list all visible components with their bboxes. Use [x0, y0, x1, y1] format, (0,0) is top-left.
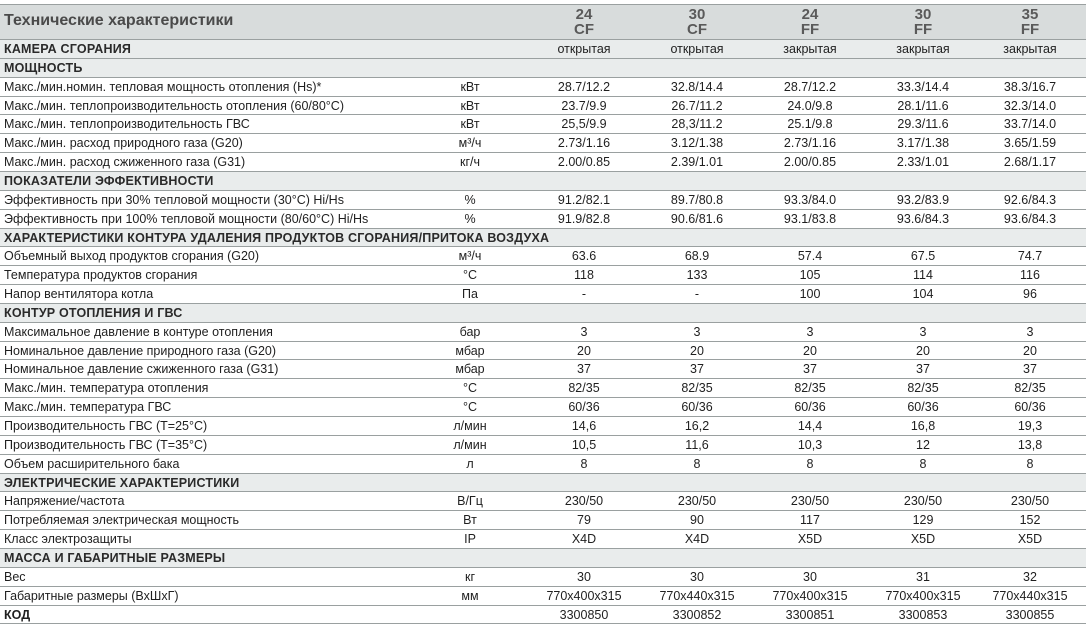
value-cell: 57.4: [797, 249, 823, 264]
row-label: Объем расширительного бака: [4, 456, 180, 471]
value-cell: 10,5: [571, 437, 597, 452]
value-cell: X4D: [684, 532, 710, 547]
row-label: Производительность ГВС (T=25°C): [4, 419, 208, 433]
value-cell: 230/50: [790, 494, 830, 509]
value-cell: 96: [1023, 287, 1037, 302]
value-cell: 14,4: [797, 419, 823, 433]
value-cell: открытая: [557, 42, 611, 56]
table-row: [0, 398, 1086, 417]
value-cell: 2.73/1.16: [557, 136, 611, 151]
value-cell: 82/35: [907, 381, 939, 396]
table-row: [0, 436, 1086, 455]
model-number: 24: [575, 6, 593, 23]
table-row: [0, 153, 1086, 172]
value-cell: 2.39/1.01: [670, 155, 724, 170]
table-row: [0, 568, 1086, 587]
value-cell: 38.3/16.7: [1003, 79, 1057, 94]
row-label: Номинальное давление сжиженного газа (G31): [4, 362, 279, 377]
row-label: Объемный выход продуктов сгорания (G20): [4, 249, 260, 264]
row-label: КОД: [4, 607, 31, 622]
row-label: Производительность ГВС (T=35°C): [4, 437, 208, 452]
value-cell: 92.6/84.3: [1003, 192, 1057, 207]
value-cell: 20: [690, 343, 704, 358]
section-title: КОНТУР ОТОПЛЕНИЯ И ГВС: [4, 305, 183, 320]
value-cell: 117: [800, 513, 820, 528]
table-row: [0, 511, 1086, 530]
table-row: [0, 606, 1086, 625]
table-row: [0, 323, 1086, 342]
row-unit: Вт: [463, 513, 477, 528]
value-cell: 118: [574, 268, 594, 283]
value-cell: 16,8: [910, 419, 936, 433]
section-title: КАМЕРА СГОРАНИЯ: [4, 42, 132, 56]
value-cell: 230/50: [903, 494, 943, 509]
value-cell: -: [581, 287, 587, 302]
value-cell: X5D: [1017, 532, 1043, 547]
value-cell: 100: [799, 287, 821, 302]
value-cell: 30: [690, 569, 704, 584]
value-cell: X5D: [910, 532, 936, 547]
row-label: Макс./мин.номин. тепловая мощность отопления (Hs)*: [4, 79, 322, 94]
value-cell: 37: [690, 362, 704, 377]
table-title: Технические характеристики: [4, 12, 234, 29]
row-unit: кг: [464, 569, 476, 584]
value-cell: 25,5/9.9: [561, 117, 607, 132]
table-row: [0, 587, 1086, 606]
value-cell: 2.73/1.16: [783, 136, 837, 151]
value-cell: 20: [1023, 343, 1037, 358]
section-row: [0, 40, 1086, 59]
row-label: Макс./мин. температура ГВС: [4, 400, 172, 415]
table-row: [0, 360, 1086, 379]
row-unit: мбар: [455, 362, 485, 377]
row-unit: °C: [462, 268, 478, 283]
model-header: [642, 5, 752, 37]
value-cell: 8: [580, 456, 588, 471]
value-cell: X5D: [797, 532, 823, 547]
row-unit: %: [464, 211, 476, 226]
value-cell: 770x440x315: [659, 588, 735, 603]
value-cell: 23.7/9.9: [561, 98, 607, 113]
value-cell: 14,6: [571, 419, 597, 433]
model-type: CF: [687, 21, 707, 38]
value-cell: 770x400x315: [546, 588, 622, 603]
row-unit: л/мин: [453, 419, 487, 433]
row-unit: кВт: [460, 79, 480, 94]
row-unit: В/Гц: [457, 494, 483, 509]
model-header: [975, 5, 1085, 37]
value-cell: 2.33/1.01: [896, 155, 950, 170]
row-unit: %: [464, 192, 476, 207]
model-header: [529, 5, 639, 37]
value-cell: 10,3: [797, 437, 823, 452]
value-cell: 90.6/81.6: [670, 211, 724, 226]
value-cell: 37: [916, 362, 930, 377]
value-cell: 82/35: [568, 381, 600, 396]
model-number: 30: [914, 6, 932, 23]
value-cell: 24.0/9.8: [787, 98, 833, 113]
section-row: [0, 229, 1086, 248]
value-cell: 8: [806, 456, 814, 471]
model-type: FF: [913, 21, 933, 38]
row-label: Эффективность при 30% тепловой мощности (30°C) Hi/Hs: [4, 192, 344, 207]
value-cell: 20: [803, 343, 817, 358]
model-number: 24: [801, 6, 819, 23]
value-cell: 770x400x315: [885, 588, 961, 603]
value-cell: 26.7/11.2: [671, 98, 723, 113]
value-cell: 3: [806, 324, 814, 339]
value-cell: закрытая: [783, 42, 837, 56]
value-cell: 60/36: [568, 400, 600, 415]
value-cell: 8: [919, 456, 927, 471]
section-title: МАССА И ГАБАРИТНЫЕ РАЗМЕРЫ: [4, 550, 226, 565]
row-unit: м³/ч: [458, 136, 482, 151]
value-cell: 93.2/83.9: [896, 192, 950, 207]
value-cell: закрытая: [896, 42, 950, 56]
value-cell: 8: [1026, 456, 1034, 471]
section-row: [0, 474, 1086, 493]
model-header: [868, 5, 978, 37]
value-cell: 25.1/9.8: [787, 117, 833, 132]
value-cell: 37: [1023, 362, 1037, 377]
model-header: [755, 5, 865, 37]
value-cell: 3300850: [559, 607, 609, 622]
value-cell: 105: [799, 268, 821, 283]
model-type: CF: [574, 21, 594, 38]
value-cell: 20: [916, 343, 930, 358]
value-cell: 12: [916, 437, 930, 452]
value-cell: 114: [913, 268, 933, 283]
value-cell: 93.3/84.0: [783, 192, 837, 207]
section-row: [0, 304, 1086, 323]
value-cell: 8: [693, 456, 701, 471]
value-cell: 30: [577, 569, 591, 584]
value-cell: 82/35: [681, 381, 713, 396]
value-cell: 90: [690, 513, 704, 528]
row-unit: мм: [461, 588, 479, 603]
row-unit: бар: [459, 324, 481, 339]
value-cell: 31: [916, 569, 930, 584]
row-unit: Па: [462, 287, 478, 302]
section-title: ПОКАЗАТЕЛИ ЭФФЕКТИВНОСТИ: [4, 173, 214, 188]
table-row: [0, 191, 1086, 210]
section-row: [0, 172, 1086, 191]
row-unit: кВт: [460, 98, 480, 113]
row-unit: л: [466, 456, 474, 471]
value-cell: 20: [577, 343, 591, 358]
table-row: [0, 492, 1086, 511]
table-row: [0, 210, 1086, 229]
model-number: 35: [1021, 6, 1039, 23]
value-cell: 3.12/1.38: [670, 136, 724, 151]
value-cell: 32.3/14.0: [1003, 98, 1057, 113]
table-row: [0, 285, 1086, 304]
value-cell: 129: [912, 513, 934, 528]
section-row: [0, 549, 1086, 568]
row-unit: °C: [462, 400, 478, 415]
value-cell: 770x400x315: [772, 588, 848, 603]
value-cell: 3: [1026, 324, 1034, 339]
value-cell: X4D: [571, 532, 597, 547]
row-label: Вес: [4, 569, 26, 584]
value-cell: 230/50: [1010, 494, 1050, 509]
value-cell: 2.68/1.17: [1003, 155, 1057, 170]
row-label: Напор вентилятора котла: [4, 287, 154, 302]
value-cell: 33.3/14.4: [896, 79, 950, 94]
value-cell: 28.1/11.6: [897, 98, 949, 113]
value-cell: 3.17/1.38: [896, 136, 950, 151]
value-cell: 93.6/84.3: [1003, 211, 1057, 226]
value-cell: 11,6: [685, 437, 709, 452]
table-row: [0, 379, 1086, 398]
value-cell: 30: [803, 569, 817, 584]
value-cell: 16,2: [684, 419, 710, 433]
value-cell: закрытая: [1003, 42, 1057, 56]
row-unit: л/мин: [453, 437, 487, 452]
value-cell: 3300852: [672, 607, 722, 622]
value-cell: 60/36: [794, 400, 826, 415]
row-unit: кВт: [460, 117, 480, 132]
row-label: Максимальное давление в контуре отопления: [4, 324, 273, 339]
section-row: [0, 59, 1086, 78]
value-cell: 79: [577, 513, 591, 528]
value-cell: 67.5: [910, 249, 936, 264]
value-cell: 60/36: [1014, 400, 1046, 415]
value-cell: 3300851: [785, 607, 835, 622]
value-cell: 93.6/84.3: [896, 211, 950, 226]
value-cell: 89.7/80.8: [670, 192, 724, 207]
value-cell: 3: [580, 324, 588, 339]
row-label: Эффективность при 100% тепловой мощности (80/60°C) Hi/Hs: [4, 211, 369, 226]
table-row: [0, 78, 1086, 97]
table-header: [0, 4, 1086, 40]
value-cell: -: [694, 287, 700, 302]
value-cell: 37: [577, 362, 591, 377]
row-unit: м³/ч: [458, 249, 482, 264]
table-row: [0, 417, 1086, 436]
value-cell: открытая: [670, 42, 724, 56]
value-cell: 91.2/82.1: [557, 192, 611, 207]
row-label: Макс./мин. температура отопления: [4, 381, 209, 396]
row-unit: мбар: [455, 343, 485, 358]
value-cell: 3: [693, 324, 701, 339]
value-cell: 152: [1019, 513, 1041, 528]
row-label: Температура продуктов сгорания: [4, 268, 198, 283]
model-type: FF: [800, 21, 820, 38]
value-cell: 19,3: [1017, 419, 1043, 433]
value-cell: 33.7/14.0: [1003, 117, 1057, 132]
section-title: ХАРАКТЕРИСТИКИ КОНТУРА УДАЛЕНИЯ ПРОДУКТОВ СГОРАНИЯ/ПРИТОКА ВОЗДУХА: [4, 230, 550, 245]
row-label: Макс./мин. теплопроизводительность отопления (60/80°C): [4, 98, 344, 113]
table-row: [0, 342, 1086, 361]
row-label: Макс./мин. теплопроизводительность ГВС: [4, 117, 250, 132]
table-row: [0, 266, 1086, 285]
value-cell: 13,8: [1017, 437, 1043, 452]
value-cell: 3300855: [1005, 607, 1055, 622]
model-number: 30: [688, 6, 706, 23]
row-label: Напряжение/частота: [4, 494, 125, 509]
table-row: [0, 115, 1086, 134]
row-unit: IP: [464, 532, 476, 547]
value-cell: 32.8/14.4: [670, 79, 724, 94]
value-cell: 116: [1020, 268, 1040, 283]
row-label: Класс электрозащиты: [4, 532, 132, 547]
value-cell: 91.9/82.8: [557, 211, 611, 226]
row-label: Макс./мин. расход природного газа (G20): [4, 136, 243, 151]
value-cell: 82/35: [1014, 381, 1046, 396]
value-cell: 3300853: [898, 607, 948, 622]
model-type: FF: [1020, 21, 1040, 38]
value-cell: 770x440x315: [992, 588, 1068, 603]
row-label: Номинальное давление природного газа (G20): [4, 343, 277, 358]
value-cell: 63.6: [571, 249, 597, 264]
table-row: [0, 247, 1086, 266]
value-cell: 60/36: [907, 400, 939, 415]
value-cell: 37: [803, 362, 817, 377]
row-unit: °C: [462, 381, 478, 396]
value-cell: 2.00/0.85: [783, 155, 837, 170]
table-row: [0, 455, 1086, 474]
value-cell: 68.9: [684, 249, 710, 264]
section-title: МОЩНОСТЬ: [4, 60, 83, 75]
value-cell: 2.00/0.85: [557, 155, 611, 170]
value-cell: 133: [686, 268, 708, 283]
table-row: [0, 134, 1086, 153]
row-label: Потребляемая электрическая мощность: [4, 513, 239, 528]
row-unit: кг/ч: [459, 155, 480, 170]
value-cell: 82/35: [794, 381, 826, 396]
table-row: [0, 97, 1086, 116]
value-cell: 28.7/12.2: [783, 79, 837, 94]
value-cell: 28.7/12.2: [557, 79, 611, 94]
value-cell: 230/50: [677, 494, 717, 509]
value-cell: 28,3/11.2: [671, 117, 723, 132]
row-label: Габаритные размеры (ВхШхГ): [4, 588, 179, 603]
value-cell: 93.1/83.8: [783, 211, 837, 226]
value-cell: 74.7: [1017, 249, 1043, 264]
value-cell: 29.3/11.6: [897, 117, 949, 132]
value-cell: 32: [1023, 569, 1037, 584]
value-cell: 60/36: [681, 400, 713, 415]
value-cell: 104: [912, 287, 934, 302]
table-row: [0, 530, 1086, 549]
value-cell: 230/50: [564, 494, 604, 509]
value-cell: 3: [919, 324, 927, 339]
section-title: ЭЛЕКТРИЧЕСКИЕ ХАРАКТЕРИСТИКИ: [4, 475, 240, 490]
value-cell: 3.65/1.59: [1003, 136, 1057, 151]
row-label: Макс./мин. расход сжиженного газа (G31): [4, 155, 246, 170]
